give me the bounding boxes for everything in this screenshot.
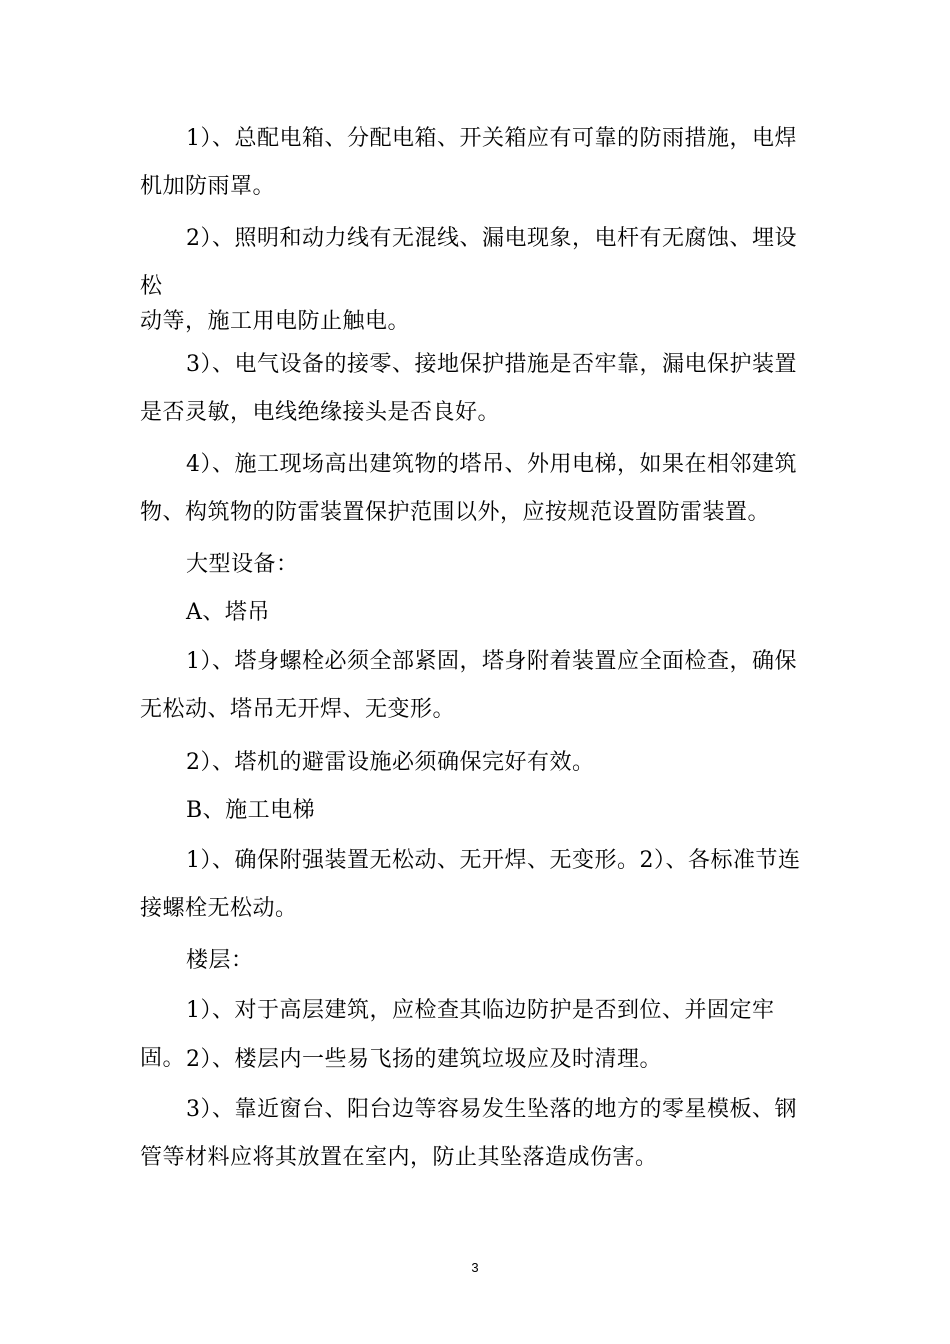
paragraph-debris-cleanup: 2）、楼层内一些易飞扬的建筑垃圾应及时清理。 <box>186 1047 662 1072</box>
heading-large-equipment: 大型设备： <box>186 552 299 577</box>
paragraph-elevator-checks: 1）、确保附强装置无松动、无开焊、无变形。2）、各标准节连接螺栓无松动。 <box>140 848 801 921</box>
page-number: 3 <box>471 1260 479 1275</box>
paragraph-grounding: 3）、电气设备的接零、接地保护措施是否牢靠，漏电保护装置是否灵敏，电线绝缘接头是否良好。 <box>140 352 797 425</box>
paragraph-lighting-lines-continued: 动等，施工用电防止触电。 <box>140 309 411 334</box>
paragraph-edge-protection: 1）、对于高层建筑，应检查其临边防护是否到位、并固定牢固。 <box>140 998 775 1071</box>
paragraph-distribution-box-rain: 1）、总配电箱、分配电箱、开关箱应有可靠的防雨措施，电焊机加防雨罩。 <box>140 126 797 199</box>
paragraph-tower-bolts: 1）、塔身螺栓必须全部紧固，塔身附着装置应全面检查，确保无松动、塔吊无开焊、无变形。 <box>140 649 797 722</box>
heading-tower-crane: A、塔吊 <box>186 600 270 625</box>
paragraph-tower-lightning: 2）、塔机的避雷设施必须确保完好有效。 <box>186 750 595 775</box>
heading-construction-elevator: B、施工电梯 <box>186 798 316 823</box>
heading-floors: 楼层： <box>186 948 254 973</box>
paragraph-lighting-lines: 2）、照明和动力线有无混线、漏电现象，电杆有无腐蚀、埋设松 <box>140 226 797 299</box>
paragraph-lightning-protection: 4）、施工现场高出建筑物的塔吊、外用电梯，如果在相邻建筑物、构筑物的防雷装置保护范围以外，应按规范设置防雷装置。 <box>140 452 797 525</box>
paragraph-falling-materials: 3）、靠近窗台、阳台边等容易发生坠落的地方的零星模板、钢管等材料应将其放置在室内，防止其坠落造成伤害。 <box>140 1097 797 1170</box>
